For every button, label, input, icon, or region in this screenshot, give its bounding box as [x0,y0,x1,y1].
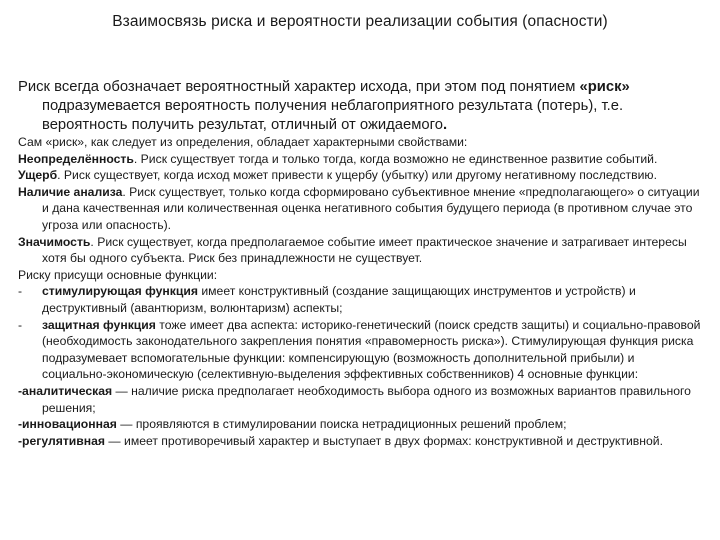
lead-text-part-2: подразумевается вероятность получения неблагоприятного результата (потерь), т.е. вероятность получить результат, отличный от ожидаемого [42,98,624,133]
function-stimulating-text: имеет конструктивный (создание защищающих инструментов и устройств) и деструктивный (авантюризм, волюнтаризм) аспекты; [42,284,636,315]
function-regulatory-term: -регулятивная [18,433,106,448]
lead-text-part-1: Риск всегда обозначает вероятностный характер исхода, при этом под понятием [18,79,580,95]
property-uncertainty-text: . Риск существует тогда и только тогда, когда возможно не единственное развитие событий. [133,151,658,166]
function-protective-term: защитная функция [42,317,156,332]
function-stimulating-term: стимулирующая функция [42,284,198,299]
function-regulatory-text: — имеет противоречивый характер и выступает в двух формах: конструктивной и деструктивной. [105,433,663,448]
function-protective [18,317,702,383]
property-uncertainty-term: Неопределённость [18,151,134,166]
property-uncertainty [18,151,702,168]
property-analysis [18,184,702,234]
lead-paragraph [18,78,698,135]
property-damage-term: Ущерб [18,168,58,183]
function-analytical [18,383,702,416]
function-analytical-term: -аналитическая [18,383,113,398]
function-innovative [18,416,702,433]
function-analytical-text: — наличие риска предполагает необходимость выбора одного из возможных вариантов правильного решения; [42,383,691,415]
property-significance-text: . Риск существует, когда предполагаемое событие имеет практическое значение и затрагивает интересы хотя бы одного субъекта. Риск без принадлежности не существует. [42,234,687,266]
body-text [18,134,702,449]
function-protective-text: тоже имеет два аспекта: историко-генетический (поиск средств защиты) и социально-правовой (необходимость законодательного закрепления понятия «правомерность риска»). Стимулирующая функция риска подразумевает вспомогательные функции: компенсирующую (возможность дополнительной прибыли) и социально-экономическую (селективную-выделения эффективных собственников) 4 основные функции: [42,317,701,382]
function-innovative-text: — проявляются в стимулировании поиска нетрадиционных решений проблем; [116,417,567,432]
dash-marker: - [18,317,23,332]
property-analysis-text: . Риск существует, только когда сформировано субъективное мнение «предполагающего» о ситуации и дана качественная или количественная оценка негативного события будущего периода (в противном случае это угроза или опасность). [42,184,700,232]
functions-intro: Риску присущи основные функции: [18,267,218,282]
property-damage-text: . Риск существует, когда исход может привести к ущербу (убытку) или другому негативному последствию. [57,168,657,183]
property-analysis-term: Наличие анализа [18,184,123,199]
properties-intro: Сам «риск», как следует из определения, обладает характерными свойствами: [18,135,468,149]
property-damage [18,167,702,184]
function-innovative-term: -инновационная [18,417,117,432]
property-significance-term: Значимость [18,234,91,249]
lead-period: . [442,117,448,133]
lead-term-risk: «риск» [579,79,630,95]
function-stimulating [18,283,702,316]
function-regulatory [18,433,702,450]
property-significance [18,234,702,267]
dash-marker: - [18,284,23,299]
lead-text [18,78,698,135]
slide-title: Взаимосвязь риска и вероятности реализации события (опасности) [112,13,608,30]
